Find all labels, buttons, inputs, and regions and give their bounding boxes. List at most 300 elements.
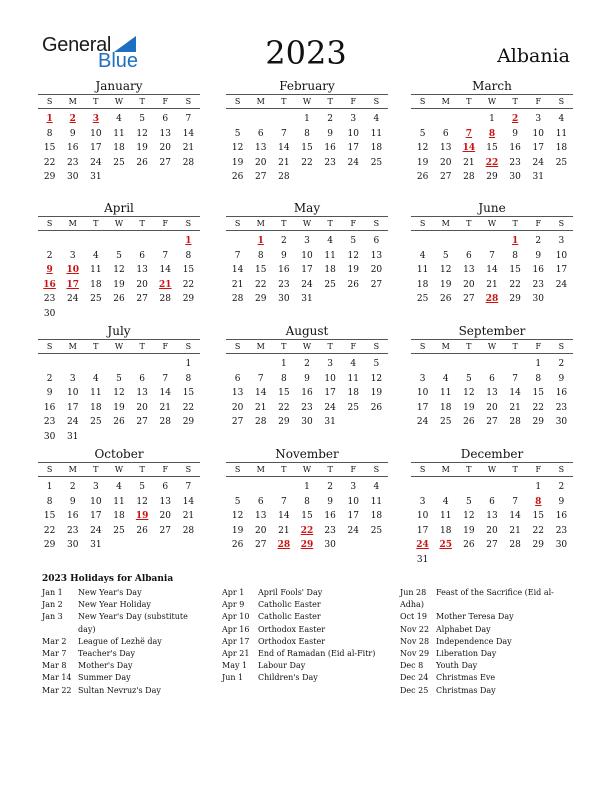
holiday-entry — [42, 672, 202, 684]
day-cell: 31 — [324, 417, 336, 427]
day-cell: 1 — [304, 482, 310, 492]
holiday-date: Nov 28 — [400, 636, 430, 646]
day-cell: 6 — [162, 114, 169, 124]
day-cell: 27 — [254, 540, 267, 550]
day-cell: 19 — [231, 157, 244, 168]
holiday-day-cell: 28 — [277, 540, 291, 550]
day-cell: 26 — [439, 294, 452, 304]
day-cell: 12 — [136, 496, 148, 507]
holiday-entry — [42, 660, 202, 672]
day-cell: 20 — [254, 157, 267, 168]
weekday-label: F — [162, 219, 169, 228]
empty-cell — [249, 357, 272, 372]
weekday-label: S — [185, 342, 192, 351]
day-cell: 13 — [136, 265, 148, 275]
holiday-day-cell: 22 — [485, 157, 499, 168]
day-cell: 18 — [113, 511, 125, 521]
day-cell: 16 — [555, 511, 568, 521]
day-cell: 17 — [301, 265, 313, 275]
holiday-date: Mar 22 — [42, 685, 72, 695]
empty-cell — [434, 234, 457, 249]
day-cell: 9 — [327, 496, 333, 507]
weekday-label: M — [68, 219, 77, 228]
day-cell: 15 — [278, 388, 290, 398]
weekday-label: S — [46, 465, 53, 474]
day-cell: 14 — [231, 265, 244, 275]
day-cell: 11 — [439, 388, 452, 398]
holiday-entry — [400, 611, 570, 623]
day-cell: 9 — [558, 496, 565, 507]
day-cell: 10 — [324, 373, 336, 384]
holiday-entry — [222, 599, 392, 611]
weekday-label: W — [487, 342, 497, 351]
day-cell: 29 — [509, 294, 521, 304]
holiday-name: Liberation Day — [436, 649, 497, 659]
month-january — [38, 79, 200, 185]
day-cell: 16 — [324, 511, 336, 521]
day-cell: 8 — [512, 250, 518, 261]
brand-word-blue: Blue — [98, 50, 139, 72]
weekday-label: T — [93, 97, 99, 106]
day-cell: 20 — [254, 525, 267, 536]
day-cell: 28 — [159, 417, 171, 427]
holiday-day-cell: 2 — [69, 114, 76, 124]
weekday-label: T — [512, 97, 518, 106]
holiday-date: Apr 21 — [222, 649, 250, 659]
holiday-day-cell: 1 — [46, 114, 53, 124]
day-cell: 12 — [231, 143, 244, 153]
day-cell: 5 — [465, 496, 472, 507]
holiday-day-cell: 8 — [535, 496, 542, 507]
day-cell: 9 — [535, 250, 542, 261]
day-cell: 31 — [416, 554, 429, 565]
day-cell: 28 — [182, 525, 195, 536]
day-cell: 18 — [416, 279, 429, 290]
day-cell: 20 — [370, 265, 383, 275]
day-cell: 21 — [278, 525, 290, 536]
day-cell: 1 — [535, 359, 542, 369]
day-cell: 6 — [373, 236, 380, 246]
day-cell: 29 — [486, 172, 498, 182]
day-cell: 29 — [532, 417, 544, 427]
holiday-entry — [222, 660, 392, 672]
day-cell: 26 — [370, 402, 383, 413]
weekday-label: M — [68, 97, 77, 106]
day-cell: 29 — [43, 540, 56, 550]
day-cell: 13 — [159, 496, 171, 507]
day-cell: 13 — [254, 511, 267, 521]
weekday-header — [411, 216, 573, 231]
day-grid — [38, 112, 200, 185]
day-cell: 12 — [113, 388, 125, 398]
holiday-date: Oct 19 — [400, 612, 427, 622]
empty-cell — [226, 357, 249, 372]
day-cell: 3 — [558, 236, 565, 246]
day-cell: 15 — [301, 143, 313, 153]
weekday-label: T — [281, 465, 287, 474]
day-cell: 27 — [231, 417, 244, 427]
weekday-label: F — [350, 97, 357, 106]
holiday-name: Catholic Easter — [258, 600, 321, 610]
day-cell: 21 — [182, 143, 195, 153]
holiday-day-cell: 1 — [512, 236, 519, 246]
day-cell: 20 — [136, 402, 148, 413]
month-name: December — [460, 447, 524, 461]
day-cell: 19 — [463, 525, 475, 536]
day-cell: 18 — [555, 143, 568, 153]
day-cell: 18 — [113, 143, 125, 153]
day-cell: 12 — [463, 388, 475, 398]
day-cell: 14 — [159, 265, 171, 275]
day-cell: 17 — [555, 265, 568, 275]
holiday-entry — [222, 587, 392, 599]
holiday-entry — [222, 611, 392, 623]
holiday-name: Alphabet Day — [436, 624, 491, 634]
day-cell: 9 — [69, 128, 76, 139]
day-cell: 11 — [347, 373, 359, 384]
day-cell: 22 — [532, 525, 544, 536]
empty-cell — [272, 112, 295, 127]
weekday-label: W — [302, 465, 312, 474]
day-cell: 13 — [159, 128, 171, 139]
weekday-label: S — [46, 342, 53, 351]
holiday-name: Sultan Nevruz's Day — [78, 685, 161, 695]
day-cell: 31 — [301, 294, 313, 304]
empty-cell — [84, 234, 107, 249]
day-grid — [226, 357, 388, 430]
day-cell: 2 — [558, 482, 565, 492]
day-cell: 4 — [373, 482, 380, 492]
weekday-label: W — [114, 342, 124, 351]
weekday-label: F — [535, 219, 542, 228]
day-grid — [411, 234, 573, 307]
holiday-name: Feast of the Sacrifice (Eid al- — [436, 588, 554, 597]
day-cell: 21 — [159, 402, 171, 413]
holiday-name: Mother's Day — [78, 661, 133, 671]
day-cell: 1 — [304, 114, 310, 124]
weekday-label: S — [373, 219, 380, 228]
day-cell: 6 — [442, 128, 449, 139]
day-cell: 23 — [43, 417, 56, 427]
day-cell: 17 — [90, 143, 102, 153]
weekday-label: S — [234, 465, 241, 474]
weekday-label: T — [512, 465, 518, 474]
empty-cell — [226, 234, 249, 249]
holiday-date: Jan 3 — [42, 612, 63, 622]
weekday-label: F — [535, 97, 542, 106]
day-cell: 22 — [301, 157, 313, 168]
holiday-entry — [42, 611, 202, 635]
day-cell: 11 — [555, 128, 568, 139]
day-cell: 18 — [370, 511, 383, 521]
day-grid — [38, 480, 200, 553]
day-cell: 19 — [113, 402, 125, 413]
day-cell: 30 — [555, 417, 568, 427]
day-cell: 30 — [43, 431, 56, 442]
day-cell: 18 — [324, 265, 336, 275]
day-cell: 19 — [231, 525, 244, 536]
holiday-name: New Year Holiday — [78, 600, 151, 610]
month-name: August — [285, 324, 329, 338]
weekday-label: F — [162, 342, 169, 351]
day-cell: 31 — [90, 172, 102, 182]
empty-cell — [411, 480, 434, 495]
holiday-name: New Year's Day — [78, 588, 142, 597]
month-name: November — [275, 447, 339, 461]
weekday-header — [226, 94, 388, 109]
day-cell: 17 — [324, 388, 336, 398]
day-cell: 15 — [486, 143, 498, 153]
day-cell: 3 — [327, 359, 333, 369]
empty-cell — [61, 357, 84, 372]
day-cell: 7 — [280, 496, 287, 507]
day-cell: 17 — [416, 402, 429, 413]
day-cell: 30 — [532, 294, 544, 304]
weekday-label: F — [350, 465, 357, 474]
day-cell: 25 — [347, 402, 359, 413]
weekday-label: S — [373, 342, 380, 351]
day-cell: 21 — [486, 279, 498, 290]
holiday-entry — [42, 648, 202, 660]
day-cell: 13 — [136, 388, 148, 398]
day-cell: 3 — [69, 250, 76, 261]
day-cell: 12 — [113, 265, 125, 275]
day-cell: 23 — [43, 294, 56, 304]
holiday-entry — [42, 636, 202, 648]
empty-cell — [457, 357, 480, 372]
day-cell: 26 — [463, 417, 475, 427]
holiday-date: Dec 8 — [400, 661, 424, 671]
day-cell: 18 — [439, 525, 452, 536]
day-cell: 15 — [254, 265, 267, 275]
day-cell: 17 — [347, 511, 359, 521]
day-cell: 14 — [509, 388, 521, 398]
holiday-day-cell: 25 — [439, 540, 452, 550]
day-cell: 9 — [327, 128, 333, 139]
day-cell: 2 — [304, 359, 310, 369]
day-cell: 5 — [139, 482, 145, 492]
holiday-day-cell: 10 — [66, 265, 79, 275]
day-cell: 27 — [136, 417, 148, 427]
holidays-column — [42, 587, 202, 697]
holiday-date: Apr 1 — [222, 588, 245, 597]
empty-cell — [411, 112, 434, 127]
day-cell: 18 — [439, 402, 452, 413]
holiday-name: Teacher's Day — [78, 649, 135, 659]
day-cell: 23 — [301, 402, 313, 413]
holiday-day-cell: 24 — [416, 540, 429, 550]
day-cell: 8 — [185, 373, 192, 384]
day-cell: 9 — [69, 496, 76, 507]
holiday-day-cell: 1 — [257, 236, 264, 246]
day-cell: 7 — [162, 250, 169, 261]
month-name: March — [472, 79, 512, 93]
day-cell: 5 — [350, 236, 357, 246]
holiday-date: Jan 2 — [42, 600, 63, 610]
day-cell: 4 — [92, 373, 99, 384]
weekday-label: T — [139, 97, 145, 106]
empty-cell — [480, 357, 503, 372]
day-cell: 8 — [46, 496, 53, 507]
day-cell: 21 — [182, 511, 195, 521]
day-cell: 10 — [90, 496, 102, 507]
weekday-label: T — [93, 342, 99, 351]
day-cell: 29 — [254, 294, 267, 304]
day-cell: 13 — [370, 250, 383, 261]
weekday-label: F — [162, 97, 169, 106]
day-cell: 30 — [301, 417, 313, 427]
day-cell: 3 — [69, 373, 76, 384]
day-cell: 28 — [254, 417, 267, 427]
empty-cell — [131, 357, 154, 372]
country-name: Albania — [497, 45, 570, 67]
day-cell: 7 — [512, 496, 518, 507]
day-cell: 28 — [159, 294, 171, 304]
day-cell: 24 — [90, 157, 102, 168]
day-cell: 26 — [231, 540, 244, 550]
day-cell: 3 — [419, 373, 426, 384]
day-cell: 26 — [136, 525, 148, 536]
day-cell: 10 — [416, 511, 429, 521]
holiday-name-continued: Adha) — [400, 600, 424, 610]
day-cell: 17 — [66, 402, 79, 413]
day-cell: 20 — [231, 402, 244, 413]
day-cell: 6 — [257, 128, 264, 139]
holiday-name: Summer Day — [78, 673, 131, 683]
day-cell: 11 — [370, 496, 383, 507]
day-cell: 4 — [350, 359, 357, 369]
day-cell: 8 — [304, 128, 310, 139]
empty-cell — [480, 234, 503, 249]
empty-cell — [504, 480, 527, 495]
day-cell: 4 — [116, 482, 122, 492]
weekday-label: M — [68, 465, 77, 474]
day-cell: 12 — [416, 143, 429, 153]
holidays-column — [222, 587, 392, 685]
holiday-day-cell: 21 — [159, 279, 172, 290]
day-cell: 16 — [66, 511, 79, 521]
weekday-label: W — [302, 342, 312, 351]
day-cell: 28 — [231, 294, 244, 304]
day-cell: 15 — [509, 265, 521, 275]
empty-cell — [434, 480, 457, 495]
day-cell: 29 — [532, 540, 544, 550]
day-cell: 27 — [159, 525, 171, 536]
day-cell: 5 — [116, 250, 122, 261]
weekday-label: F — [535, 465, 542, 474]
weekday-label: W — [302, 97, 312, 106]
day-cell: 4 — [558, 114, 565, 124]
weekday-label: S — [185, 465, 192, 474]
day-grid — [226, 234, 388, 307]
day-cell: 23 — [509, 157, 521, 168]
day-cell: 16 — [43, 402, 56, 413]
weekday-label: T — [327, 342, 333, 351]
day-cell: 12 — [463, 511, 475, 521]
day-cell: 29 — [182, 294, 195, 304]
weekday-label: T — [93, 465, 99, 474]
day-cell: 23 — [555, 402, 568, 413]
holiday-date: Jan 1 — [42, 588, 63, 597]
day-cell: 25 — [90, 294, 102, 304]
holiday-entry — [42, 599, 202, 611]
day-cell: 7 — [162, 373, 169, 384]
day-cell: 26 — [347, 279, 359, 290]
day-cell: 14 — [182, 128, 195, 139]
month-august — [226, 324, 388, 430]
day-cell: 14 — [486, 265, 498, 275]
weekday-label: S — [234, 219, 241, 228]
day-cell: 10 — [347, 496, 359, 507]
day-cell: 11 — [324, 250, 336, 261]
weekday-label: T — [327, 219, 333, 228]
day-cell: 25 — [113, 525, 125, 536]
holiday-date: Dec 25 — [400, 685, 429, 695]
day-cell: 6 — [257, 496, 264, 507]
empty-cell — [84, 357, 107, 372]
holiday-name: April Fools' Day — [258, 588, 323, 597]
day-cell: 13 — [231, 388, 244, 398]
empty-cell — [411, 234, 434, 249]
weekday-label: S — [185, 219, 192, 228]
day-cell: 31 — [532, 172, 544, 182]
day-grid — [226, 480, 388, 553]
day-cell: 15 — [43, 143, 56, 153]
empty-cell — [457, 234, 480, 249]
day-cell: 6 — [465, 250, 472, 261]
day-cell: 9 — [558, 373, 565, 384]
weekday-label: M — [256, 97, 265, 106]
day-cell: 12 — [136, 128, 148, 139]
day-cell: 28 — [509, 540, 521, 550]
empty-cell — [154, 357, 177, 372]
day-cell: 5 — [442, 250, 449, 261]
month-name: July — [107, 324, 131, 338]
weekday-label: T — [466, 219, 472, 228]
day-cell: 28 — [182, 157, 195, 168]
day-cell: 7 — [185, 482, 192, 492]
day-cell: 25 — [90, 417, 102, 427]
day-cell: 26 — [113, 294, 125, 304]
holiday-date: Nov 22 — [400, 624, 430, 634]
holiday-day-cell: 17 — [66, 279, 79, 290]
weekday-header — [226, 339, 388, 354]
day-cell: 26 — [136, 157, 148, 168]
day-cell: 2 — [327, 114, 333, 124]
holiday-date: Mar 14 — [42, 673, 72, 683]
day-cell: 6 — [139, 373, 145, 384]
weekday-label: T — [512, 342, 518, 351]
day-cell: 26 — [463, 540, 475, 550]
weekday-label: T — [281, 219, 287, 228]
holiday-name: Youth Day — [436, 661, 478, 671]
day-cell: 3 — [350, 114, 357, 124]
day-cell: 4 — [327, 236, 333, 246]
day-cell: 21 — [509, 525, 521, 536]
day-cell: 25 — [555, 157, 568, 168]
day-cell: 27 — [136, 294, 148, 304]
day-cell: 22 — [509, 279, 521, 290]
day-cell: 28 — [509, 417, 521, 427]
day-cell: 3 — [535, 114, 542, 124]
month-june — [411, 201, 573, 307]
weekday-header — [226, 462, 388, 477]
month-name: October — [94, 447, 144, 461]
day-cell: 22 — [43, 157, 56, 168]
day-cell: 4 — [116, 114, 122, 124]
holiday-date: Mar 8 — [42, 661, 67, 671]
day-cell: 14 — [509, 511, 521, 521]
